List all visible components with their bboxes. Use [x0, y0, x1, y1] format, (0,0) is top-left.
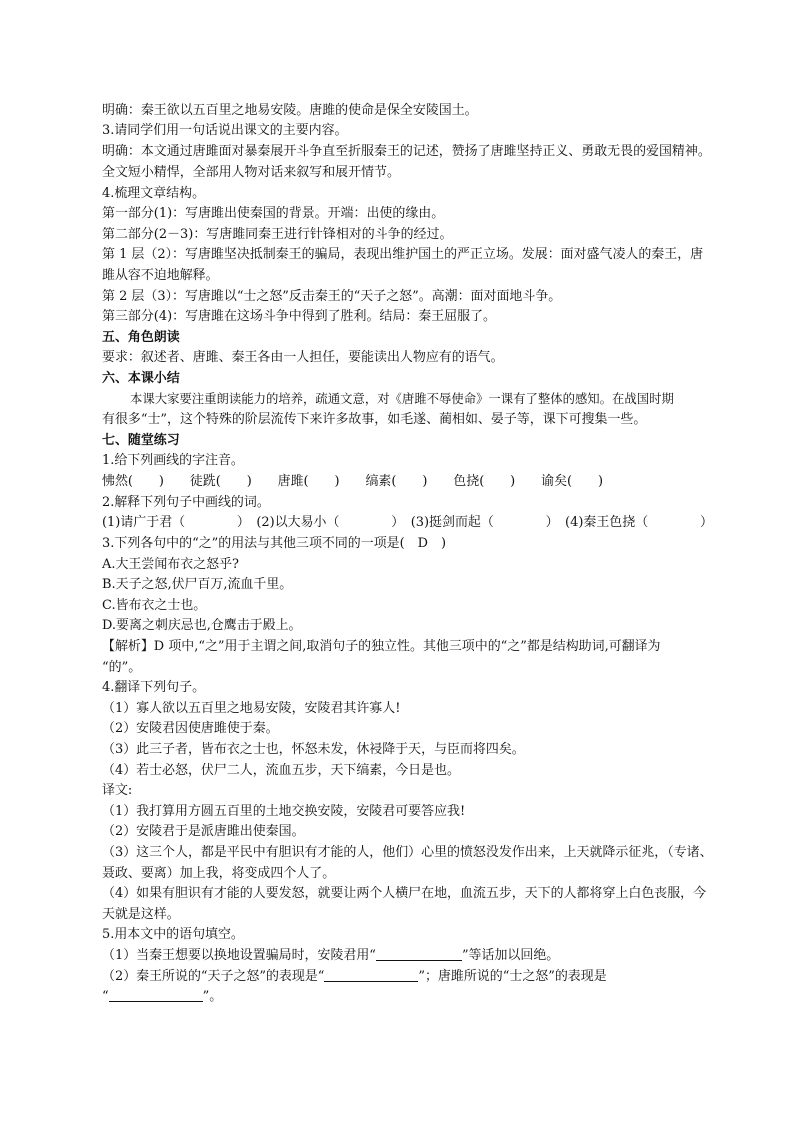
section-heading: 六、本课小结: [102, 371, 180, 386]
text-line: 译文:: [102, 783, 133, 798]
text-line: 要求：叙述者、唐雎、秦王各由一人担任，要能读出人物应有的语气。: [102, 350, 504, 365]
fill-text: （1）当秦王想要以换地设置骗局时，安陵君用“: [102, 948, 376, 963]
text-line: 2.解释下列句子中画线的词。: [102, 495, 270, 510]
text-line: 明确：本文通过唐雎面对暴秦展开斗争直至折服秦王的记述，赞扬了唐雎坚持正义、勇敢无畏的爱国精神。: [102, 144, 711, 159]
text-line: 3.下列各句中的“之”的用法与其他三项不同的一项是( D ): [102, 536, 447, 551]
text-line: “的”。: [102, 660, 142, 675]
section-heading: 七、随堂练习: [102, 433, 180, 448]
answer-blank[interactable]: [376, 947, 462, 961]
text-line: 4.梳理文章结构。: [102, 186, 206, 201]
text-line: 3.请同学们用一句话说出课文的主要内容。: [102, 123, 348, 138]
text-line: 有很多“士”，这个特殊的阶层流传下来许多故事，如毛遂、蔺相如、晏子等，课下可搜集一些。: [102, 412, 647, 427]
section-heading: 五、角色朗读: [102, 330, 180, 345]
answer-blank[interactable]: [324, 968, 418, 982]
fill-blank-line: [102, 986, 722, 1007]
text-line: (1)请广于君（ ） (2)以大易小（ ） (3)挺剑而起（ ） (4)秦王色挠（ ）: [102, 515, 713, 530]
text-line: （4）如果有胆识有才能的人要发怒，就要让两个人横尸在地，血流五步，天下的人都将穿上白色丧服，今: [102, 886, 707, 901]
text-line: B.天子之怒,伏尸百万,流血千里。: [102, 577, 293, 592]
text-line: （1）我打算用方圆五百里的土地交换安陵，安陵君可要答应我!: [102, 804, 466, 819]
text-line: 雎从容不迫地解释。: [102, 268, 219, 283]
text-line: 4.翻译下列句子。: [102, 680, 206, 695]
text-line: C.皆布衣之士也。: [102, 598, 207, 613]
fill-blank-line: [102, 945, 722, 966]
text-line: 第三部分(4)：写唐雎在这场斗争中得到了胜利。结局：秦王屈服了。: [102, 309, 496, 324]
text-line: 明确：秦王欲以五百里之地易安陵。唐雎的使命是保全安陵国土。: [102, 103, 478, 118]
fill-text: “: [102, 989, 109, 1004]
text-line: A.大王尝闻布衣之怒乎?: [102, 557, 239, 572]
text-line: D.要离之刺庆忌也,仓鹰击于殿上。: [102, 618, 302, 633]
text-line: 1.给下列画线的字注音。: [102, 453, 244, 468]
text-line: 5.用本文中的语句填空。: [102, 927, 244, 942]
fill-text: ”等话加以回绝。: [461, 948, 560, 963]
answer-blank[interactable]: [109, 988, 203, 1002]
text-line: 第二部分(2－3)：写唐雎同秦王进行针锋相对的斗争的经过。: [102, 227, 453, 242]
text-line: 聂政、要离）加上我，将变成四个人了。: [102, 866, 336, 881]
text-line: 全文短小精悍，全部用人物对话来叙写和展开情节。: [102, 165, 400, 180]
fill-blank-line: [102, 966, 722, 987]
text-line: （3）此三子者，皆布衣之士也，怀怒未发，休祲降于天，与臣而将四矣。: [102, 742, 525, 757]
fill-text: ”。: [202, 989, 223, 1004]
text-line: （2）安陵君因使唐雎使于秦。: [102, 721, 279, 736]
text-line: 【解析】D 项中,“之”用于主谓之间,取消句子的独立性。其他三项中的“之”都是结构助词,可翻译为: [102, 639, 661, 654]
text-line: 第一部分(1)：写唐雎出使秦国的背景。开端：出使的缘由。: [102, 206, 445, 221]
text-line: （2）安陵君于是派唐雎出使秦国。: [102, 824, 305, 839]
text-line: （3）这三个人，都是平民中有胆识有才能的人，他们）心里的愤怒没发作出来，上天就降示征兆，（专诸、: [102, 845, 713, 860]
text-line: 天就是这样。: [102, 907, 180, 922]
text-line: 本课大家要注重朗读能力的培养，疏通文意，对《唐雎不辱使命》一课有了整体的感知。在战国时期: [130, 392, 674, 406]
text-line: （1）寡人欲以五百里之地易安陵，安陵君其许寡人!: [102, 701, 401, 716]
text-line: 怫然( ) 徒跣( ) 唐雎( ) 缟素( ) 色挠( ) 谕矣( ): [102, 474, 604, 489]
fill-text: ”；唐雎所说的“士之怒”的表现是: [418, 969, 607, 984]
text-line: 第 2 层（3）：写唐雎以“士之怒”反击秦王的“天子之怒”。高潮：面对面地斗争。: [102, 289, 562, 304]
text-line: （4）若士必怒，伏尸二人，流血五步，天下缟素，今日是也。: [102, 763, 460, 778]
fill-text: （2）秦王所说的“天子之怒”的表现是“: [102, 969, 325, 984]
text-line: 第 1 层（2）：写唐雎坚决抵制秦王的骗局，表现出维护国土的严正立场。发展：面对盛气凌人的秦王，唐: [102, 247, 704, 262]
